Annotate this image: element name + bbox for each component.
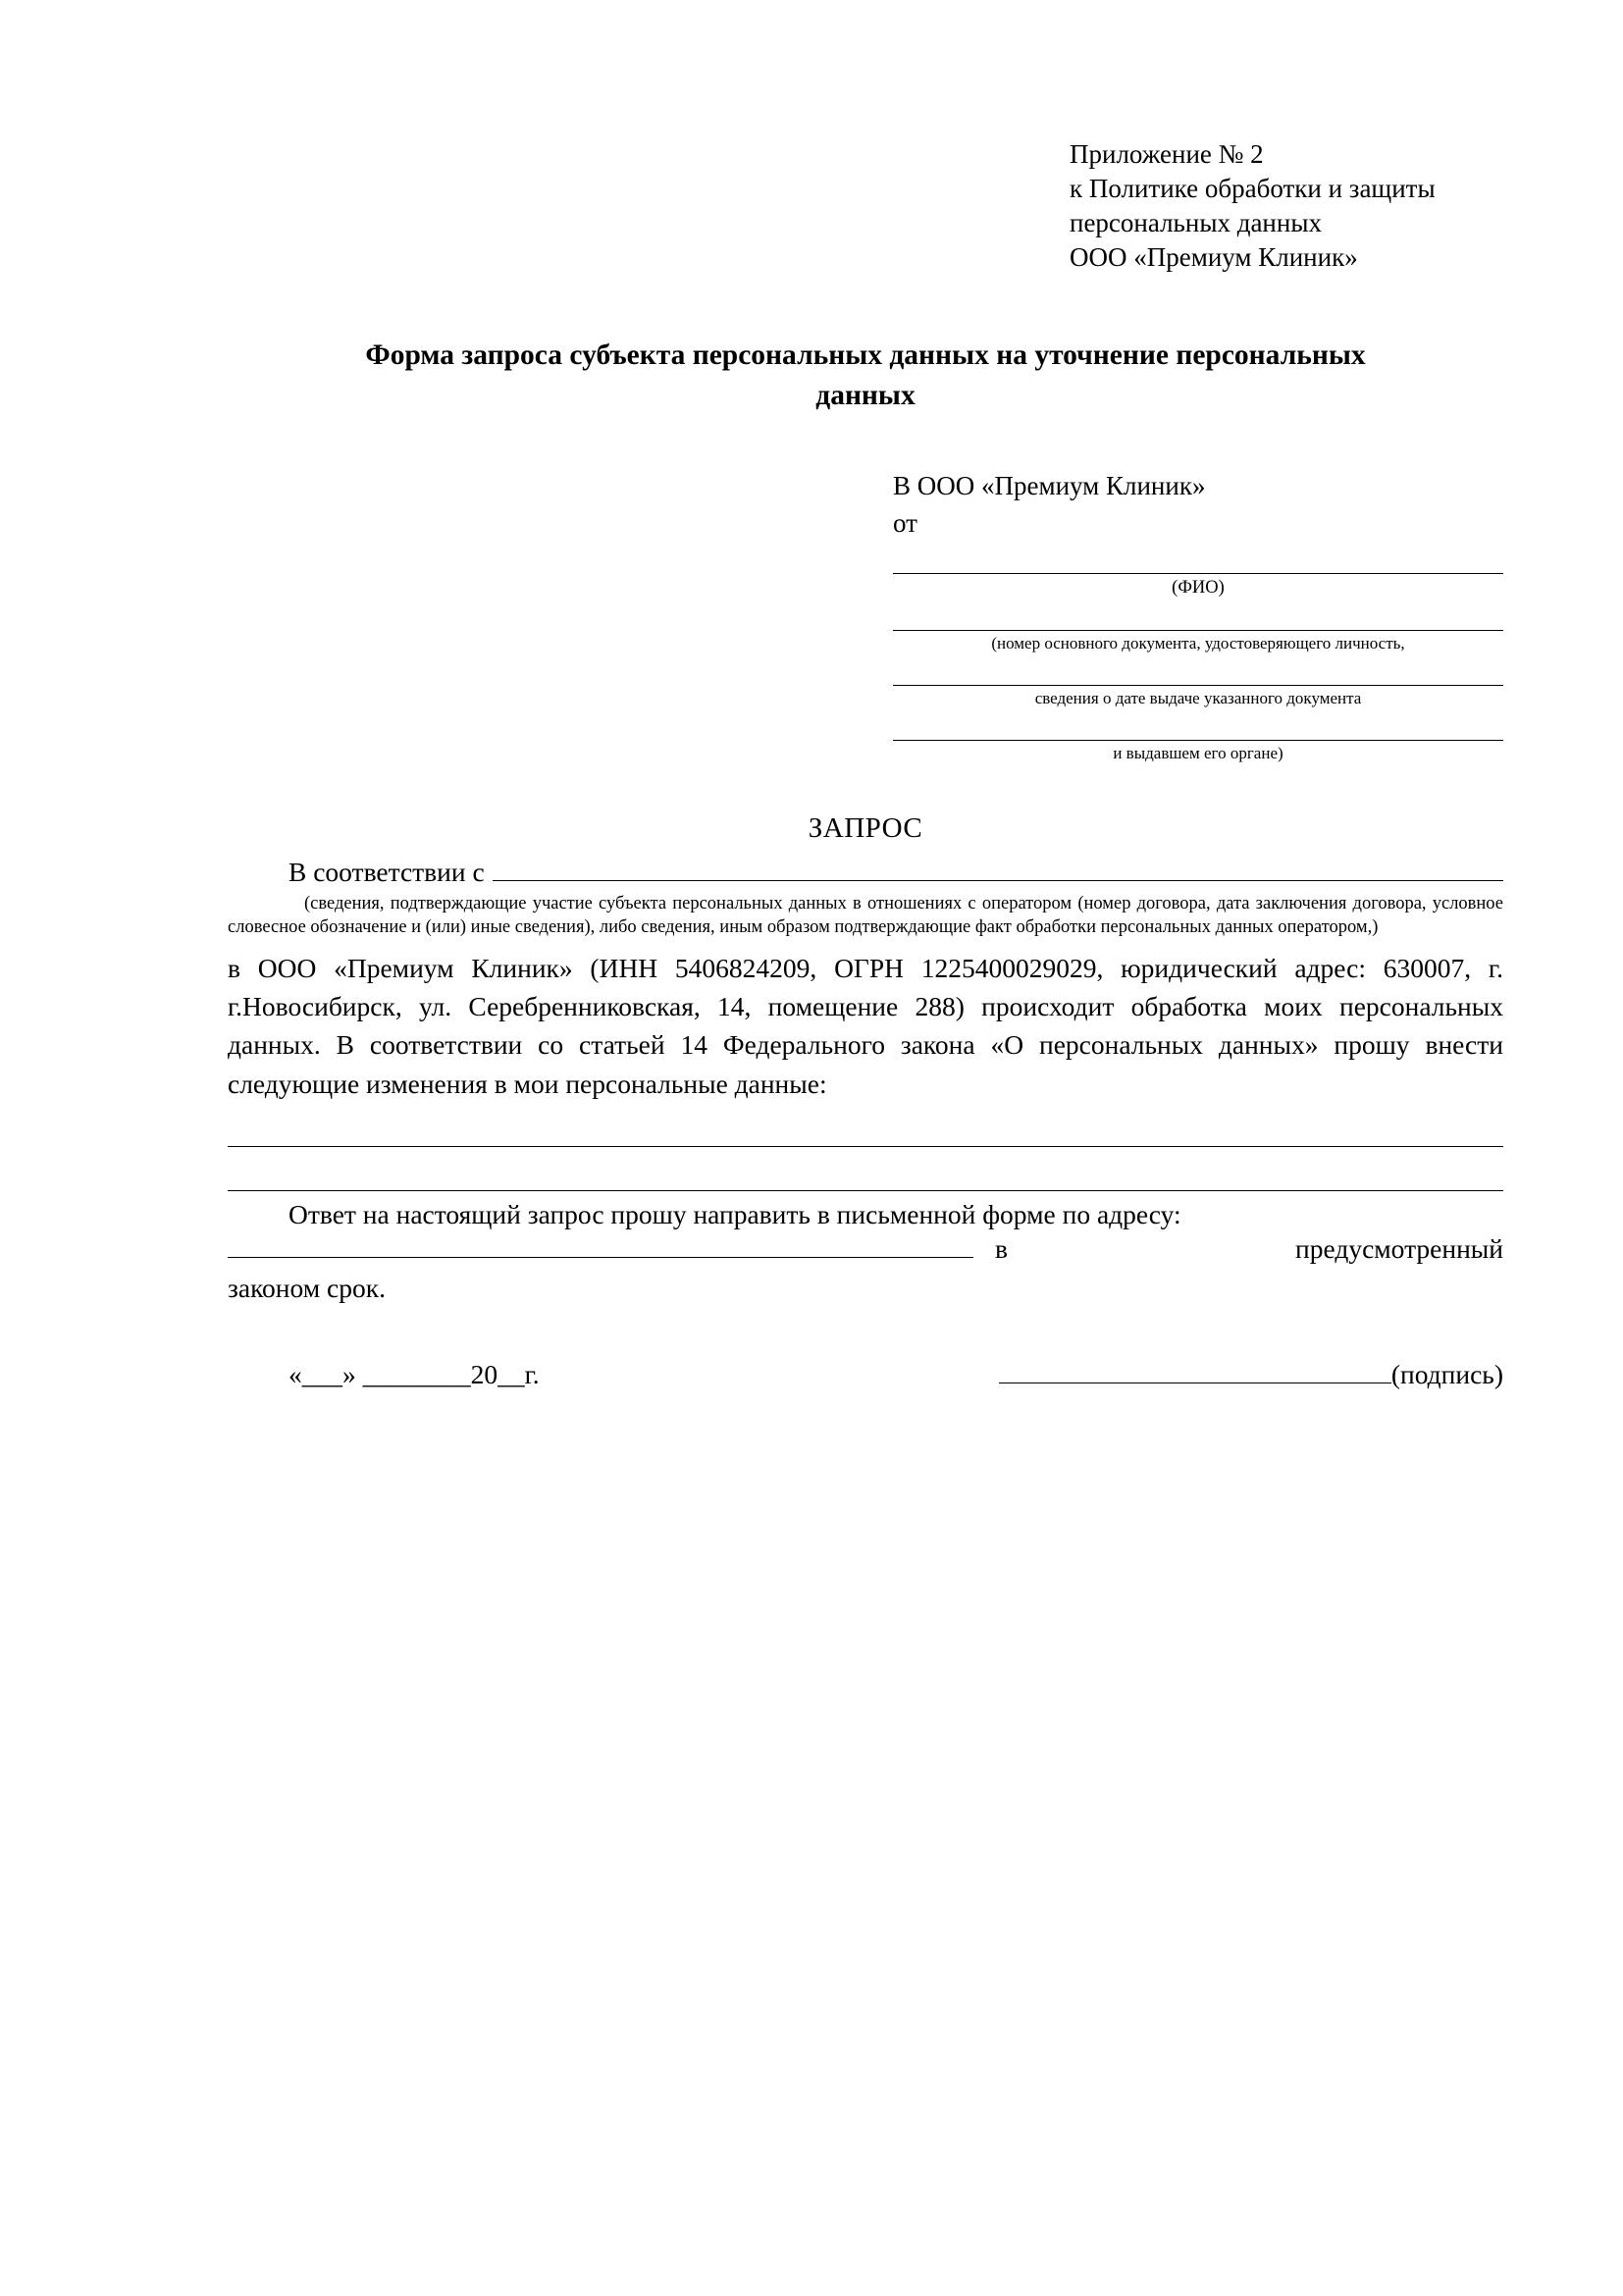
main-paragraph: в ООО «Премиум Клиник» (ИНН 5406824209, ОГРН 1225400029029, юридический адрес: 630007, г. г.Новосибирск, ул. Серебренниковская, 14, помещение 288) происходит обработка моих персональных данных. В соответствии со статьей 14 Федерального закона «О персональных данных» прошу внести следующие изменения в мои персональные данные: — [228, 952, 1503, 1099]
reply-sentence-start: Ответ на настоящий запрос прошу направить в письменной форме по адресу: — [288, 1198, 1181, 1229]
reply-word-term: предусмотренный — [1295, 1233, 1503, 1265]
signature-row — [228, 1359, 1503, 1390]
appendix-line-4: ООО «Премиум Клиник» — [1070, 242, 1358, 273]
fio-field[interactable] — [893, 548, 1503, 600]
document-content — [228, 137, 1503, 1390]
request-heading: ЗАПРОС — [808, 811, 923, 844]
in-accordance-row — [228, 857, 1503, 888]
reply-address-input-line[interactable] — [228, 1233, 973, 1258]
doc-number-caption: (номер основного документа, удостоверяющего личность, — [991, 633, 1405, 652]
reply-word-in: в — [995, 1233, 1008, 1265]
date-field[interactable]: «___» ________20__г. — [288, 1358, 540, 1389]
in-accordance-input-line[interactable] — [493, 859, 1503, 881]
fio-caption: (ФИО) — [1172, 577, 1225, 598]
signature-input-line[interactable] — [999, 1361, 1391, 1383]
reply-sentence-end: законом срок. — [228, 1273, 386, 1304]
changes-input-line-2[interactable] — [228, 1147, 1503, 1191]
addressee-block — [893, 469, 1503, 764]
appendix-header — [1070, 137, 1503, 275]
in-accordance-label: В соответствии с — [288, 856, 485, 887]
appendix-line-3: персональных данных — [1070, 208, 1322, 238]
fine-print-text: (сведения, подтверждающие участие субъекта персональных данных в отношениях с оператором (номер договора, дата заключения договора, условное словесное обозначение и (или) иные сведения), либо сведения, иным образом подтверждающие факт обработки персональных данных оператором,) — [228, 893, 1503, 937]
changes-input-line-1[interactable] — [228, 1103, 1503, 1147]
doc-number-field[interactable] — [893, 604, 1503, 655]
reply-address-row — [228, 1233, 1503, 1265]
doc-issuer-field[interactable] — [893, 714, 1503, 765]
doc-issuer-caption: и выдавшем его органе) — [1113, 743, 1283, 762]
fio-input-line[interactable] — [893, 548, 1503, 574]
doc-date-field[interactable] — [893, 659, 1503, 710]
fine-print-note — [228, 892, 1503, 939]
addressee-to: В ООО «Премиум Клиник» — [893, 471, 1206, 501]
doc-date-input-line[interactable] — [893, 659, 1503, 686]
page-title: Форма запроса субъекта персональных данных на уточнение персональных данных — [365, 339, 1366, 411]
signature-label: (подпись) — [1390, 1358, 1503, 1389]
doc-date-caption: сведения о дате выдаче указанного документа — [1034, 688, 1362, 707]
addressee-from: от — [893, 508, 917, 539]
appendix-line-1: Приложение № 2 — [1070, 139, 1264, 169]
doc-number-input-line[interactable] — [893, 604, 1503, 631]
doc-issuer-input-line[interactable] — [893, 714, 1503, 741]
appendix-line-2: к Политике обработки и защиты — [1070, 174, 1436, 204]
